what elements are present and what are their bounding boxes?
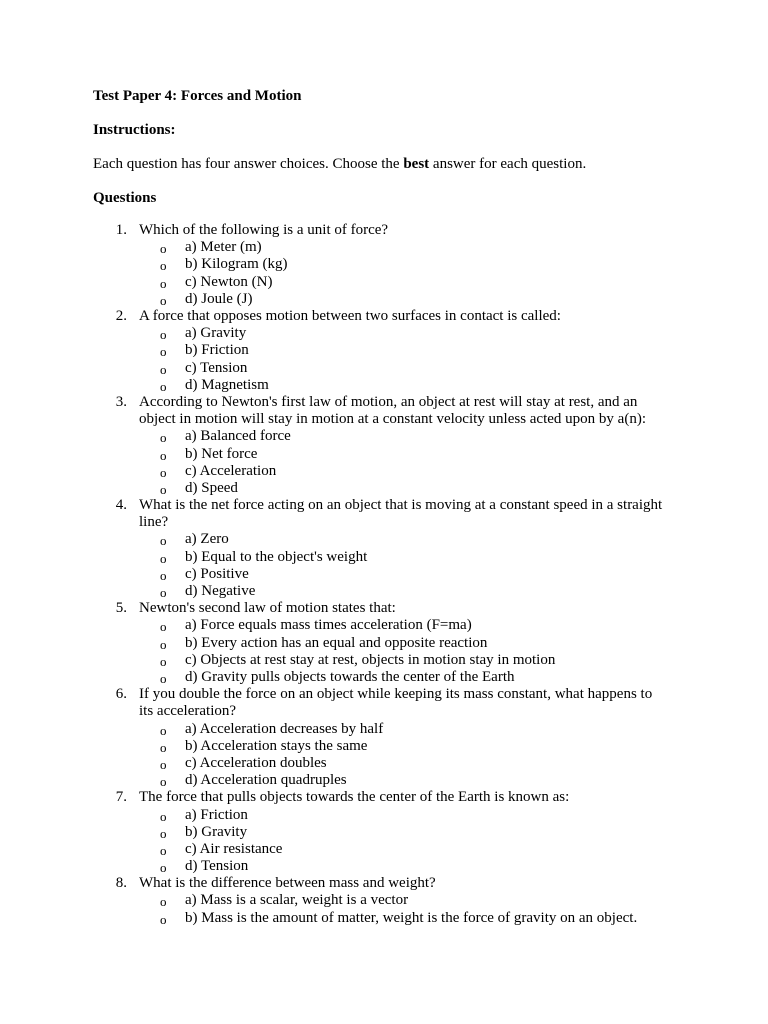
- answer-option-text: a) Zero: [185, 531, 229, 548]
- answer-option: [0, 755, 768, 772]
- answer-option-text: c) Acceleration doubles: [185, 754, 327, 771]
- answer-option-text: c) Tension: [185, 359, 248, 376]
- answer-options: [0, 239, 768, 308]
- answer-option: [0, 807, 768, 824]
- question-number: 5.: [115, 600, 127, 617]
- bullet-icon: o: [160, 808, 167, 824]
- answer-option: [0, 549, 768, 566]
- bullet-icon: o: [160, 533, 167, 549]
- answer-option-text: b) Mass is the amount of matter, weight is the force of gravity on an object.: [185, 909, 638, 926]
- answer-option-text: b) Acceleration stays the same: [185, 737, 368, 754]
- bullet-icon: o: [160, 774, 167, 790]
- question-item: [0, 789, 768, 875]
- answer-option: [0, 738, 768, 755]
- bullet-icon: o: [160, 327, 167, 343]
- question-number: 1.: [115, 222, 127, 238]
- bullet-icon: o: [160, 860, 167, 876]
- bullet-icon: o: [160, 275, 167, 291]
- question-text: The force that pulls objects towards the center of the Earth is known as:: [139, 789, 570, 806]
- answer-option: [0, 652, 768, 669]
- bullet-icon: o: [160, 292, 167, 308]
- answer-option: [0, 772, 768, 789]
- bullet-icon: o: [160, 344, 167, 360]
- question-item: [0, 686, 768, 789]
- page-title: Test Paper 4: Forces and Motion: [93, 88, 302, 104]
- answer-option-text: b) Friction: [185, 342, 249, 359]
- bullet-icon: o: [160, 567, 167, 583]
- answer-options: [0, 428, 768, 497]
- bullet-icon: o: [160, 636, 167, 652]
- answer-option-text: a) Friction: [185, 806, 248, 823]
- answer-option-text: b) Kilogram (kg): [185, 256, 288, 273]
- question-list: [0, 222, 768, 927]
- instructions-emphasis: best: [403, 156, 430, 172]
- answer-option-text: d) Joule (J): [185, 290, 253, 307]
- answer-option-text: b) Every action has an equal and opposite reaction: [185, 634, 488, 651]
- question-text: What is the net force acting on an object that is moving at a constant speed in a straight line?: [139, 497, 663, 531]
- question-item: [0, 222, 768, 308]
- bullet-icon: o: [160, 653, 167, 669]
- bullet-icon: o: [160, 464, 167, 480]
- answer-option-text: a) Force equals mass times acceleration (F=ma): [185, 617, 472, 634]
- question-text: Newton's second law of motion states that:: [139, 600, 396, 617]
- answer-option: [0, 274, 768, 291]
- answer-option: [0, 446, 768, 463]
- answer-option-text: c) Newton (N): [185, 273, 273, 290]
- answer-option-text: d) Gravity pulls objects towards the center of the Earth: [185, 668, 515, 685]
- answer-option: [0, 342, 768, 359]
- instructions-text-start: Each question has four answer choices. Choose the: [93, 156, 404, 172]
- question-number: 6.: [115, 686, 127, 703]
- answer-option-text: c) Acceleration: [185, 462, 277, 479]
- bullet-icon: o: [160, 756, 167, 772]
- bullet-icon: o: [160, 585, 167, 601]
- answer-option: [0, 428, 768, 445]
- answer-option-text: d) Magnetism: [185, 376, 269, 393]
- bullet-icon: o: [160, 361, 167, 377]
- answer-option: [0, 583, 768, 600]
- answer-option: [0, 325, 768, 342]
- answer-option: [0, 463, 768, 480]
- answer-option-text: c) Air resistance: [185, 840, 283, 857]
- answer-option: [0, 256, 768, 273]
- answer-option-text: b) Equal to the object's weight: [185, 548, 368, 565]
- question-item: [0, 600, 768, 686]
- answer-option: [0, 239, 768, 256]
- answer-option: [0, 566, 768, 583]
- question-item: [0, 394, 768, 497]
- answer-option-text: a) Balanced force: [185, 428, 291, 445]
- question-number: 3.: [115, 393, 127, 410]
- answer-option-text: a) Gravity: [185, 325, 247, 342]
- bullet-icon: o: [160, 619, 167, 635]
- instructions-text: [93, 155, 586, 173]
- answer-options: [0, 531, 768, 600]
- answer-option-text: b) Net force: [185, 445, 258, 462]
- answer-option: [0, 480, 768, 497]
- answer-option: [0, 824, 768, 841]
- question-item: [0, 308, 768, 394]
- question-number: 4.: [115, 497, 127, 514]
- answer-option: [0, 721, 768, 738]
- answer-option: [0, 531, 768, 548]
- question-number: 8.: [115, 875, 127, 892]
- bullet-icon: o: [160, 911, 167, 927]
- bullet-icon: o: [160, 722, 167, 738]
- question-item: [0, 497, 768, 600]
- instructions-text-end: answer for each question.: [429, 156, 587, 172]
- answer-option: [0, 892, 768, 909]
- bullet-icon: o: [160, 378, 167, 394]
- bullet-icon: o: [160, 739, 167, 755]
- answer-option-text: c) Objects at rest stay at rest, objects in motion stay in motion: [185, 651, 556, 668]
- answer-option-text: a) Meter (m): [185, 239, 262, 256]
- question-number: 2.: [115, 307, 127, 324]
- answer-option: [0, 291, 768, 308]
- answer-option: [0, 841, 768, 858]
- answer-option-text: a) Mass is a scalar, weight is a vector: [185, 892, 409, 909]
- answer-option-text: b) Gravity: [185, 823, 248, 840]
- answer-option-text: c) Positive: [185, 565, 249, 582]
- bullet-icon: o: [160, 825, 167, 841]
- answer-option: [0, 377, 768, 394]
- questions-heading: Questions: [93, 190, 157, 206]
- question-text: A force that opposes motion between two surfaces in contact is called:: [139, 307, 561, 324]
- bullet-icon: o: [160, 241, 167, 257]
- answer-option-text: d) Tension: [185, 858, 249, 875]
- answer-option: [0, 635, 768, 652]
- bullet-icon: o: [160, 670, 167, 686]
- answer-option: [0, 360, 768, 377]
- answer-option-text: d) Speed: [185, 479, 238, 496]
- bullet-icon: o: [160, 842, 167, 858]
- bullet-icon: o: [160, 481, 167, 497]
- question-text: If you double the force on an object while keeping its mass constant, what happens to its acceleration?: [139, 686, 653, 720]
- answer-options: [0, 617, 768, 686]
- question-item: [0, 875, 768, 927]
- instructions-heading: Instructions:: [93, 122, 176, 138]
- answer-options: [0, 892, 768, 926]
- answer-option-text: d) Acceleration quadruples: [185, 772, 347, 789]
- answer-options: [0, 721, 768, 790]
- answer-options: [0, 807, 768, 876]
- answer-option: [0, 910, 768, 927]
- question-text: Which of the following is a unit of force?: [139, 222, 389, 238]
- question-text: According to Newton's first law of motion, an object at rest will stay at rest, and an object in motion will stay in motion at a constant velocity unless acted upon by a(n):: [139, 393, 646, 428]
- bullet-icon: o: [160, 550, 167, 566]
- answer-option: [0, 858, 768, 875]
- bullet-icon: o: [160, 447, 167, 463]
- answer-options: [0, 325, 768, 394]
- answer-option: [0, 669, 768, 686]
- answer-option-text: a) Acceleration decreases by half: [185, 720, 384, 737]
- bullet-icon: o: [160, 894, 167, 910]
- answer-option: [0, 617, 768, 634]
- bullet-icon: o: [160, 430, 167, 446]
- question-text: What is the difference between mass and weight?: [139, 875, 436, 892]
- answer-option-text: d) Negative: [185, 583, 256, 600]
- bullet-icon: o: [160, 258, 167, 274]
- question-number: 7.: [115, 789, 127, 806]
